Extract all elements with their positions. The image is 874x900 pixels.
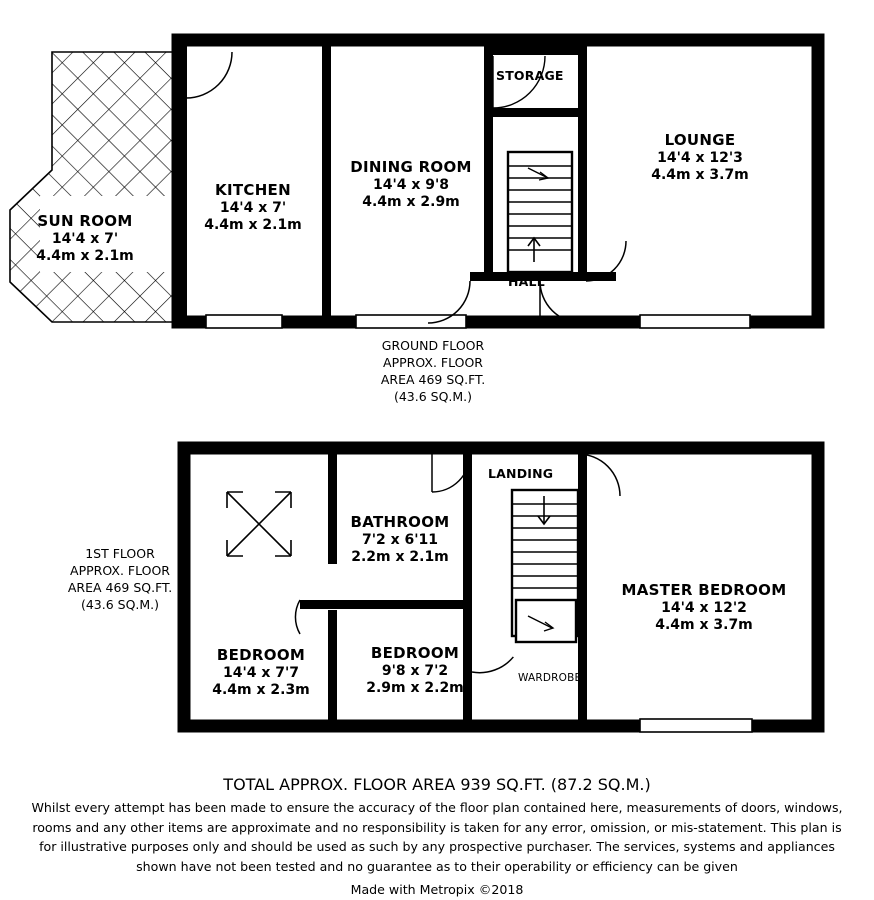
room-label-bedroom-3: BEDROOM 9'8 x 7'2 2.9m x 2.2m [366,644,464,697]
room-label-lounge: LOUNGE 14'4 x 12'3 4.4m x 3.7m [651,131,749,184]
storage-closet-wall [493,108,579,117]
loft-hatch-marker [227,492,291,556]
label-wardrobe: WARDROBE [518,672,582,684]
label-landing: LANDING [488,466,554,481]
first-windows [640,719,752,732]
airing-cupboard [516,600,576,642]
total-floor-area: TOTAL APPROX. FLOOR AREA 939 SQ.FT. (87.2 SQ.M.) [223,775,651,794]
label-hall: HALL [508,274,545,289]
label-storage: STORAGE [496,68,564,83]
room-label-sun-room: SUN ROOM 14'4 x 7' 4.4m x 2.1m [36,212,134,265]
room-label-bedroom-2: BEDROOM 14'4 x 7'7 4.4m x 2.3m [212,646,310,699]
first-floor-area-note: 1ST FLOOR APPROX. FLOOR AREA 469 SQ.FT. (43.6 SQ.M.) [67,546,173,612]
sun-room-outline [10,52,178,322]
room-label-master-bedroom: MASTER BEDROOM 14'4 x 12'2 4.4m x 3.7m [621,581,787,634]
ground-stairs-outline [508,152,572,272]
wall-bathroom-bottom [300,600,472,609]
room-label-bathroom: BATHROOM 7'2 x 6'11 2.2m x 2.1m [350,513,450,566]
wall-master-left [578,454,587,726]
disclaimer-text: Whilst every attempt has been made to ensure the accuracy of the floor plan contained here, measurements of doors, windows, rooms and any other items are approximate and no responsibility is taken for any error, omission, or mis-statement. This plan is for illustrative purposes only and should be used as such by any prospective purchaser. The services, systems and appliances shown have not been tested and no guarantee as to their operability or efficiency can be given [31,800,843,874]
room-label-dining-room: DINING ROOM 14'4 x 9'8 4.4m x 2.9m [350,158,472,211]
storage-closet-top [493,46,579,55]
metropix-credit: Made with Metropix ©2018 [350,882,524,897]
ground-floor-area-note: GROUND FLOOR APPROX. FLOOR AREA 469 SQ.FT. (43.6 SQ.M.) [380,338,486,404]
room-label-kitchen: KITCHEN 14'4 x 7' 4.4m x 2.1m [204,181,302,234]
